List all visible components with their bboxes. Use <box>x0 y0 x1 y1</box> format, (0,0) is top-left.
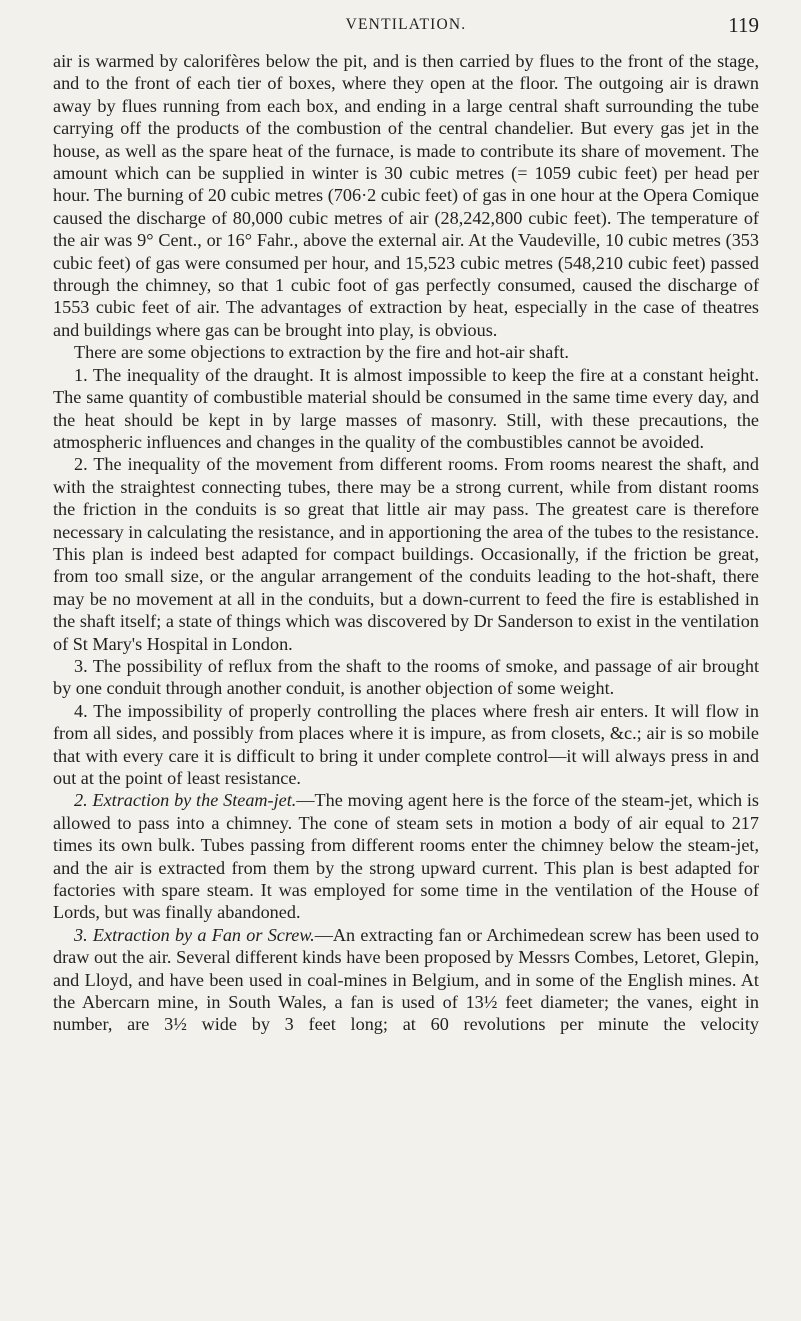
paragraph <box>53 341 759 363</box>
paragraph-text: There are some objections to extraction by the fire and hot-air shaft. <box>74 342 569 363</box>
page-number: 119 <box>728 13 759 37</box>
paragraph <box>53 453 759 655</box>
body-text <box>53 50 759 1036</box>
paragraph <box>53 924 759 1036</box>
paragraph-text: —An extracting fan or Archimedean screw has been used to draw out the air. Several different kinds have been proposed by Messrs Combes, Letoret, Glepin, and Lloyd, and have been used in coal-mines in Belgium, and in some of the English mines. At the Abercarn mine, in South Wales, a fan is used of 13½ feet diameter; the vanes, eight in number, are 3½ wide by 3 feet long; at 60 revolutions per minute the velocity <box>53 924 759 1035</box>
paragraph-text: —The moving agent here is the force of the steam-jet, which is allowed to pass into a chimney. The cone of steam sets in motion a body of air equal to 217 times its own bulk. Tubes passing from different rooms enter the chimney below the steam-jet, and the air is extracted from them by the strong upward current. This plan is best adapted for factories with spare steam. It was employed for some time in the ventilation of the House of Lords, but was finally abandoned. <box>53 790 760 923</box>
paragraph-text: 2. The inequality of the movement from different rooms. From rooms nearest the shaft, and with the straightest connecting tubes, there may be a strong current, while from distant rooms the friction in the conduits is so great that little air may pass. The greatest care is therefore necessary in calculating the resistance, and in apportioning the area of the tubes to the resistance. This plan is indeed best adapted for compact buildings. Occasionally, if the friction be great, from too small size, or the angular arrangement of the conduits leading to the hot-shaft, there may be no movement at all in the conduits, but a down-current to feed the fire is established in the shaft itself; a state of things which was discovered by Dr Sanderson to exist in the ventilation of St Mary's Hospital in London. <box>53 454 759 654</box>
paragraph <box>53 364 759 454</box>
paragraph <box>53 655 759 700</box>
paragraph-text: 1. The inequality of the draught. It is almost impossible to keep the fire at a constant height. The same quantity of combustible material should be consumed in the same time every day, and the heat should be kept in by large masses of masonry. Still, with these precautions, the atmospheric influences and changes in the quality of the combustibles cannot be avoided. <box>53 364 759 452</box>
paragraph-text: 3. The possibility of reflux from the shaft to the rooms of smoke, and passage of air brought by one conduit through another conduit, is another objection of some weight. <box>53 655 759 699</box>
page-header <box>53 13 759 46</box>
paragraph-text: 4. The impossibility of properly controlling the places where fresh air enters. It will flow in from all sides, and possibly from places where it is impure, as from closets, &c.; air is so mobile that with every care it is difficult to bring it under complete control—it will always press in and out at the point of least resistance. <box>53 700 759 788</box>
paragraph <box>53 700 759 790</box>
paragraph <box>53 789 759 923</box>
paragraph <box>53 50 759 341</box>
section-title: 2. Extraction by the Steam-jet. <box>74 790 297 811</box>
paragraph-text: air is warmed by calorifères below the pit, and is then carried by flues to the front of the stage, and to the front of each tier of boxes, where they open at the floor. The outgoing air is drawn away by flues running from each box, and ending in a large central shaft surrounding the tube carrying off the products of the combustion of the central chandelier. But every gas jet in the house, as well as the spare heat of the furnace, is made to contribute its share of movement. The amount which can be supplied in winter is 30 cubic metres (= 1059 cubic feet) per head per hour. The burning of 20 cubic metres (706·2 cubic feet) of gas in one hour at the Opera Comique caused the discharge of 80,000 cubic metres of air (28,242,800 cubic feet). The temperature of the air was 9° Cent., or 16° Fahr., above the external air. At the Vaudeville, 10 cubic metres (353 cubic feet) of gas were consumed per hour, and 15,523 cubic metres (548,210 cubic feet) passed through the chimney, so that 1 cubic foot of gas perfectly consumed, caused the discharge of 1553 cubic feet of air. The advantages of extraction by heat, especially in the case of theatres and buildings where gas can be brought into play, is obvious. <box>53 51 759 340</box>
section-title: 3. Extraction by a Fan or Screw. <box>74 924 315 945</box>
running-head: VENTILATION. <box>345 16 467 33</box>
